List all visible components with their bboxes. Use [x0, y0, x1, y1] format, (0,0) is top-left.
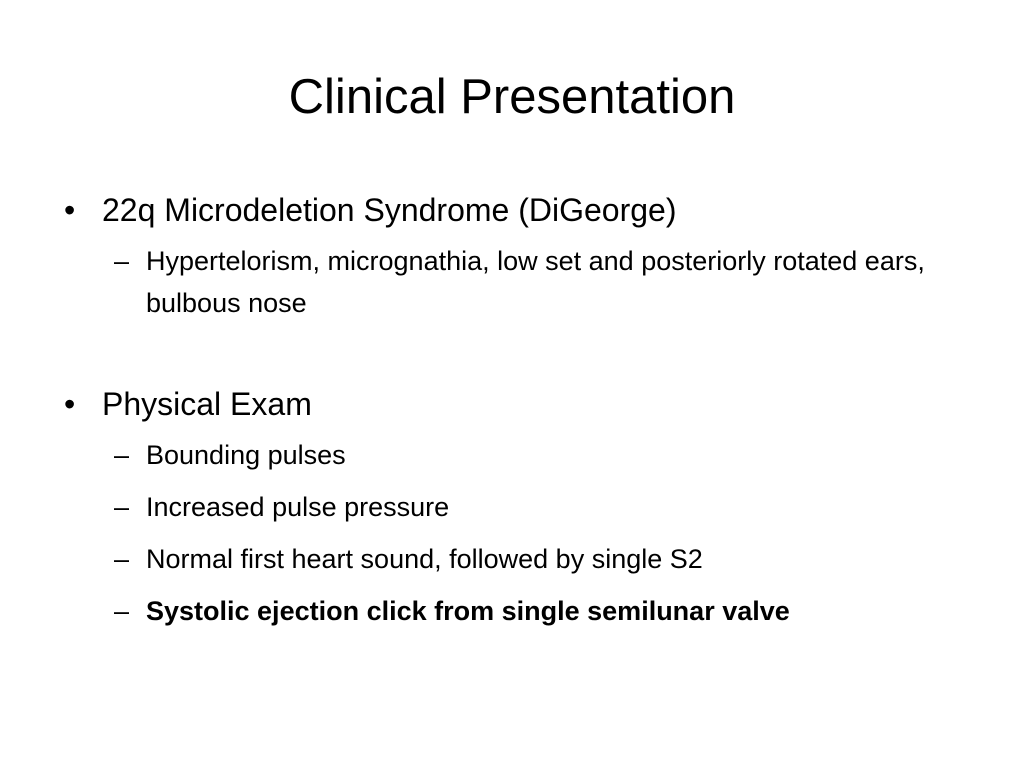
bullet-symbol: •	[64, 192, 76, 228]
sub-item-text: Hypertelorism, micrognathia, low set and posteriorly rotated ears, bulbous nose	[146, 246, 925, 318]
sub-item-text-emphasized: Systolic ejection click from single semilunar valve	[146, 596, 790, 626]
sub-item-text: Bounding pulses	[146, 440, 346, 470]
sub-item	[64, 434, 984, 476]
bullet-heading: 22q Microdeletion Syndrome (DiGeorge)	[102, 192, 677, 228]
section-spacer	[64, 324, 984, 374]
dash-symbol: –	[114, 596, 130, 626]
dash-symbol: –	[114, 440, 130, 470]
sub-item	[64, 590, 984, 632]
sub-item-text: Increased pulse pressure	[146, 492, 450, 522]
sub-list	[64, 434, 984, 632]
bullet-item	[64, 180, 984, 240]
sub-item	[64, 538, 984, 580]
slide-body	[64, 180, 984, 632]
sub-item-text: Normal first heart sound, followed by single S2	[146, 544, 703, 574]
slide-title: Clinical Presentation	[288, 70, 736, 124]
bullet-symbol: •	[64, 386, 76, 422]
sub-list	[64, 240, 984, 324]
sub-item	[64, 486, 984, 528]
sub-item	[64, 240, 984, 324]
bullet-heading: Physical Exam	[102, 386, 312, 422]
dash-symbol: –	[114, 246, 130, 276]
dash-symbol: –	[114, 492, 130, 522]
bullet-item	[64, 374, 984, 434]
dash-symbol: –	[114, 544, 130, 574]
